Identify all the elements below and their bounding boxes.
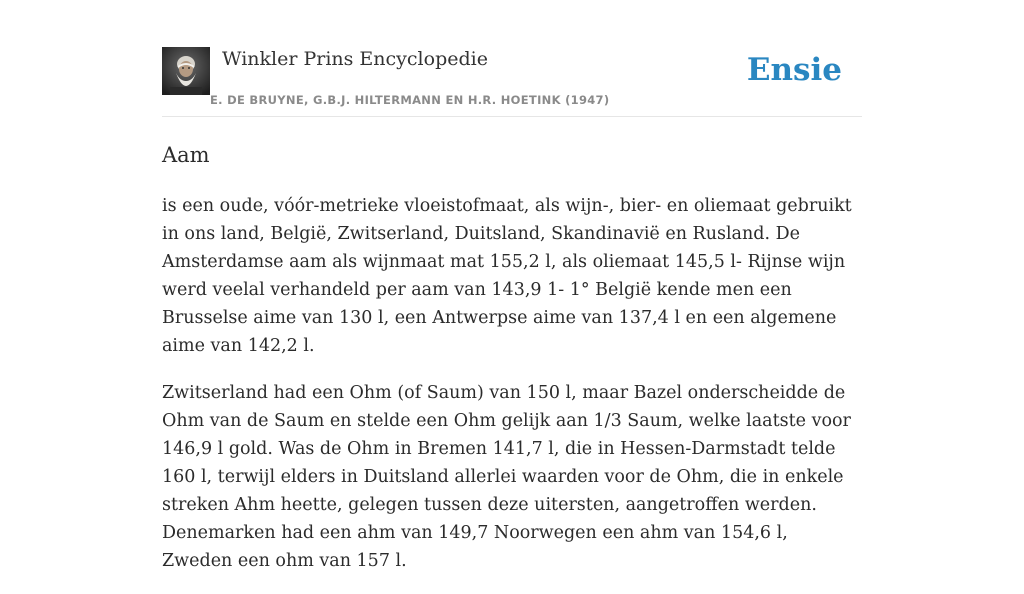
article-paragraph: Zwitserland had een Ohm (of Saum) van 150 l, maar Bazel onderscheidde de Ohm van de Saum en stelde een Ohm gelijk aan 1/3 Saum, welke laatste voor 146,9 l gold. Was de Ohm in Bremen 141,7 l, die in Hessen-Darmstadt telde 160 l, terwijl elders in Duitsland allerlei waarden voor de Ohm, die in enkele streken Ahm heette, gelegen tussen deze uitersten, aangetroffen werden. Denemarken had een ahm van 149,7 Noorwegen een ahm van 154,6 l, Zweden een ohm van 157 l. — [162, 383, 851, 571]
site-title[interactable]: Winkler Prins Encyclopedie — [222, 48, 488, 70]
author-avatar[interactable] — [162, 47, 210, 95]
brand-logo-link[interactable]: Ensie — [746, 52, 842, 88]
article-body — [162, 192, 862, 594]
page-title: Aam — [162, 143, 210, 167]
author-portrait-icon — [162, 47, 210, 95]
site-header — [162, 46, 862, 117]
authors-line[interactable]: E. DE BRUYNE, G.B.J. HILTERMANN EN H.R. HOETINK (1947) — [210, 93, 610, 107]
article-paragraph: is een oude, vóór-metrieke vloeistofmaat, als wijn-, bier- en oliemaat gebruikt in ons land, België, Zwitserland, Duitsland, Skandinavië en Rusland. De Amsterdamse aam als wijnmaat mat 155,2 l, als oliemaat 145,5 l- Rijnse wijn werd veelal verhandeld per aam van 143,9 1- 1° België kende men een Brusselse aime van 130 l, een Antwerpse aime van 137,4 l en een algemene aime van 142,2 l. — [162, 196, 852, 356]
